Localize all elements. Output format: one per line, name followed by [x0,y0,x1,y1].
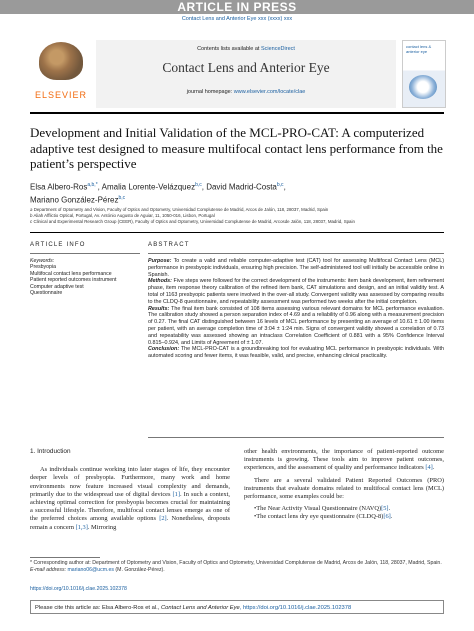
email-link[interactable]: mariano06@ucm.es [67,566,114,573]
cover-eye-image [409,75,437,99]
article-info-rule [30,253,140,254]
author-name[interactable]: Elsa Albero-Ros [30,182,88,192]
author-list: Elsa Albero-Ros$^{a,b,*}$, Amalia Lorente-Velázquez$^{b,c}$, David Madrid-Costa$^{b,c}$, Mariano González-Pérez$^{b,c}$ [30,182,286,205]
author-affil-marker[interactable]: b,c [118,194,126,201]
publisher-name: ELSEVIER [34,90,88,100]
keyword: Computer adaptive test [30,283,84,290]
intro-paragraph: As individuals continue working into later stages of life, they encounter deeper levels of presbyopia. Furthermore, many work and home environments now feature increased visual complexity and demands, primarily due to the widespread use of digital devices [1]. In such a context, achieving optimal correction for presbyopia becomes crucial for maintaining a successful lifestyle. Therefore, multifocal contact lenses emerge as one of the preferred choices among available options [2]. Nonetheless, dropouts remain a concern [1,3]. Mirroring [30,466,230,531]
affiliation-item: c Clinical and Experimental Research Group (CEER), Faculty of Optics and Optometry, Universidad Complutense de Madrid, Arcosde Jalón, 118, 28037, Madrid, Spain [30,219,355,225]
article-info-heading: ARTICLE INFO [30,242,86,248]
info-divider [30,232,444,233]
affiliation-list [30,207,444,226]
publication-info [30,586,444,593]
header-divider [30,112,444,114]
elsevier-tree-icon [39,42,83,80]
abstract-body [148,258,444,360]
affiliation-item: b Aliah Afflictio Optical, Portugal, Av. António Augusto de Aguiar, 11, 1050-016, Lisbon, Portugal [30,213,215,219]
list-item: • The contact lens dry eye questionnaire (CLDQ-8)[6]. [254,513,444,521]
citation-link[interactable]: [2] [159,515,167,523]
homepage-line: journal homepage: www.elsevier.com/locate/clae [186,89,306,95]
citation-link[interactable]: [1,3] [75,523,88,531]
citation-journal: Contact Lens and Anterior Eye [160,605,240,611]
keyword: Questionnaire [30,290,63,297]
list-item: • The Near Activity Visual Questionnaire (NAVQ)[5]. [254,505,444,513]
author-affil-marker[interactable]: b,c [276,182,284,188]
citation-link[interactable]: [4] [425,464,433,472]
article-in-press-banner: ARTICLE IN PRESS [0,0,474,14]
keyword: Patient reported outcomes instrument [30,277,117,284]
corresponding-author-note: * Corresponding author at: Department of Optometry and Vision, Faculty of Optics and Optometry, Universidad Complutense de Madrid, Arcos de Jalón, 118, 28037, Madrid, Spain. [30,560,442,566]
keyword: Multifocal contact lens performance [30,270,112,277]
abstract-paragraph: Results: The final item bank consisted of 108 items assessing various relevant domains for MCL performance evaluation. The calibration study showed a person separation index of 4.69 and a reliability of 0.96 along with a measurement precision of 0.27. The final CAT distinguished between 16 levels of MCL performance by presenting an average of 10.61 ± 1.00 items per patient, with an average completion time of 3:04 ± 1:24 min. Signs of convergent validity showed a correlation of 0.73 and repeatability was assessed showing an intraclass Correlation Coefficient of 0.881 with a 95% Confidence Interval 0.815–0.924, and Limits of Agreement of ± 1.07. [148,305,444,346]
author-name[interactable]: David Madrid-Costa [206,182,277,192]
contents-line: Contents lists available at ScienceDirect [197,46,295,52]
author-name[interactable]: Mariano González-Pérez [30,195,119,205]
doi-link[interactable]: https://doi.org/10.1016/j.clae.2025.102378 [30,586,127,592]
email-line: E-mail address: mariano06@ucm.es (M. González-Pérez). [30,566,165,573]
journal-title: Contact Lens and Anterior Eye [162,60,330,75]
author-name[interactable]: Amalia Lorente-Velázquez [101,182,196,192]
author-affil-marker[interactable]: b,c [195,182,202,188]
citation-doi-link[interactable]: , https://doi.org/10.1016/j.clae.2025.102378 [239,605,352,611]
keywords-label: Keywords: [30,258,55,264]
homepage-link[interactable]: www.elsevier.com/locate/clae [233,89,306,95]
intro-heading: 1. Introduction [30,448,71,455]
journal-reference-link[interactable]: Contact Lens and Anterior Eye xxx (xxxx) xxx [181,16,293,22]
abstract-bottom-rule [148,437,444,438]
elsevier-logo [30,40,92,108]
article-title: Development and Initial Validation of the MCL-PRO-CAT: A computerized adaptive test designed to measure multifocal contact lens performance from the patient’s perspective [30,125,443,171]
cover-title: contact lens & anterior eye [406,44,432,54]
journal-cover-thumbnail[interactable] [402,40,446,108]
intro-paragraph: other health environments, the importance of patient-reported outcome instruments is growing. These tools aim to improve patient outcomes, experiences, and the assessment of quality and performance indicators [4]. [244,448,444,472]
sciencedirect-link[interactable]: ScienceDirect [260,46,295,52]
abstract-paragraph: Methods: Five steps were followed for the correct development of the instruments: item bank development, item refinement phase, item response theory calibration of the refined item bank, CAT simulations and design, and an initial validity test. A total of 1163 presbyopic patients were involved in the over-all study. Convergent validity was assessed by comparing results to the CLDQ-8 questionnaire, and repeatability assessment was performed two weeks after the initial completion. [148,278,444,305]
intro-left-column [30,448,230,536]
abstract-heading: ABSTRACT [148,242,190,248]
footnotes [30,560,444,574]
abstract-rule [148,253,444,254]
abstract-paragraph: Purpose: To create a valid and reliable computer-adaptive test (CAT) tool for assessing Multifocal Contact Lens (MCL) performance in presbyopic individuals, ensuring high precision. The self-administered tool will initially be accessible online in Spanish. [148,258,444,278]
citation-box: Please cite this article as: Elsa Albero-Ros et al., Contact Lens and Anterior Eye, https://doi.org/10.1016/j.clae.2025.102378 [30,600,444,614]
intro-right-column [244,448,444,522]
keyword: Presbyopia [30,264,56,271]
affiliation-item: a Department of Optometry and Vision, Faculty of Optics and Optometry, Universidad Complutense de Madrid, Arcos de Jalón, 118, 28037, Madrid, Spain [30,207,329,212]
citation-link[interactable]: [5] [381,505,389,513]
pro-instrument-list [244,505,444,521]
author-affil-marker[interactable]: a,b,* [87,182,98,188]
citation-link[interactable]: [6] [383,513,391,521]
abstract-paragraph: Conclusion: The MCL-PRO-CAT is a groundbreaking tool for evaluating MCL performance in presbyopic individuals. With automated scoring and fewer items, it was feasible, valid, and precise, enhancing clinical practicality. [148,346,444,360]
citation-link[interactable]: [1] [172,490,180,498]
journal-header-box [96,40,396,108]
intro-paragraph: There are a several validated Patient Reported Outcomes (PRO) instruments that evaluate domains related to multifocal contact lens (MCL) performance, some examples could be: [244,476,444,501]
keywords-block [30,258,150,296]
footnote-rule [30,557,100,558]
